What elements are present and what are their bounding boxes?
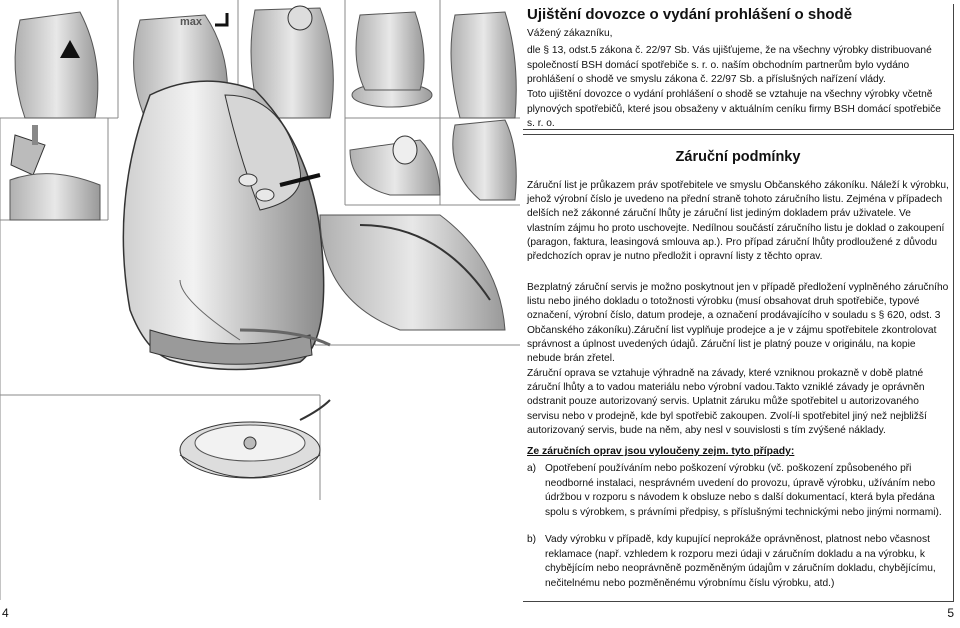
max-label: max <box>180 16 203 28</box>
list-item <box>527 462 951 520</box>
declaration-greeting: Vážený zákazníku, <box>527 28 613 39</box>
list-marker: b) <box>527 534 537 545</box>
warranty-box <box>523 134 954 602</box>
warranty-paragraph-1: Záruční list je průkazem práv spotřebitele ve smyslu Občanského zákoníku. Náleží k výrobku, jehož výrobní číslo je uvedeno na přední straně tohoto záručního listu. Zejména v případech delších než zákonné záruční lhůty je záruční list jediným dokladem práv uživatele. Ve vlastním zájmu ho proto uschovejte. Nedílnou součástí záručního listu je doklad o zakoupení (paragon, faktura, leasingová smlouva ap.). Pro případ záruční lhůty prodloužené z důvodu předchozích oprav je nutno předložit i opravní listy z těchto oprav. <box>527 180 949 263</box>
declaration-paragraph-2: Toto ujištění dovozce o vydání prohlášení o shodě se vztahuje na všechny výrobky včetně plynových spotřebičů, které jsou obsaženy v aktuálním ceníku firmy BSH domácí spotřebiče s. r. o. <box>527 89 941 130</box>
list-text: Opotřebení používáním nebo poškození výrobku (vč. poškození způsobeného při neodborné instalaci, nesprávném uvedení do provozu, úpravě výrobku, užíváním nebo údržbou v rozporu s návodem k obsluze nebo s další dokumentací, která byla předána spolu s výrobkem, s právními předpisy, s příslušnými technickými nebo jinými normami). <box>545 463 942 518</box>
list-marker: a) <box>527 463 537 474</box>
page-number-left: 4 <box>2 606 9 620</box>
declaration-paragraph-1: dle § 13, odst.5 zákona č. 22/97 Sb. Vás ujišťujeme, že na všechny výrobky distribuované společností BSH domácí spotřebiče s. r. o. naším obchodním partnerům bylo vydáno prohlášení o shodě ve smyslu zákona č. 22/97 Sb. a příslušných nařízení vlády. <box>527 45 932 86</box>
declaration-box <box>523 4 954 130</box>
declaration-title: Ujištění dovozce o vydání prohlášení o shodě <box>527 6 853 23</box>
list-text: Vady výrobku v případě, kdy kupující neprokáže oprávněnost, platnost nebo včasnost reklamace (např. vzhledem k rozporu mezi údaji v záručním dokladu a na výrobku, k chybějícím nebo neoprávněně pozměněným údajům v záručním dokladu, chybějícímu, nečitelnému nebo pozměněnému výrobnímu číslu výrobku, atd.) <box>545 534 936 589</box>
exclusions-heading: Ze záručních oprav jsou vyloučeny zejm. tyto případy: <box>527 446 795 457</box>
list-item <box>527 533 951 591</box>
warranty-title: Záruční podmínky <box>675 149 801 165</box>
page-number-right: 5 <box>947 606 954 620</box>
warranty-paragraph-2: Bezplatný záruční servis je možno poskytnout jen v případě předložení vyplněného záručního listu nebo jiného dokladu o totožnosti výrobku (musí obsahovat druh spotřebiče, typové označení, výrobní číslo, datum prodeje, a označení prodávajícího v souladu s § 620, odst. 3 Občanského zákoníku).Záruční list vyplňuje prodejce a je v zájmu spotřebitele zkontrolovat správnost a úplnost uvedených údajů. Záruční list je platný pouze v originálu, na kopie nebude brán zřetel. <box>527 282 949 365</box>
warranty-paragraph-3: Záruční oprava se vztahuje výhradně na závady, které vzniknou prokazně v době platné záruční lhůty a to vadou materiálu nebo výrobní vadou.Takto vzniklé závady je oprávněn odstranit pouze autorizovaný servis. Uplatnit záruku může spotřebitel u autorizovaného servisu nebo v prodejně, kde byl spotřebič zakoupen. Zvolí-li spotřebitel jiný než nejbližší autorizovaný servis, bude na něm, aby nesl v souvislosti s tím zvýšené náklady. <box>527 368 927 436</box>
